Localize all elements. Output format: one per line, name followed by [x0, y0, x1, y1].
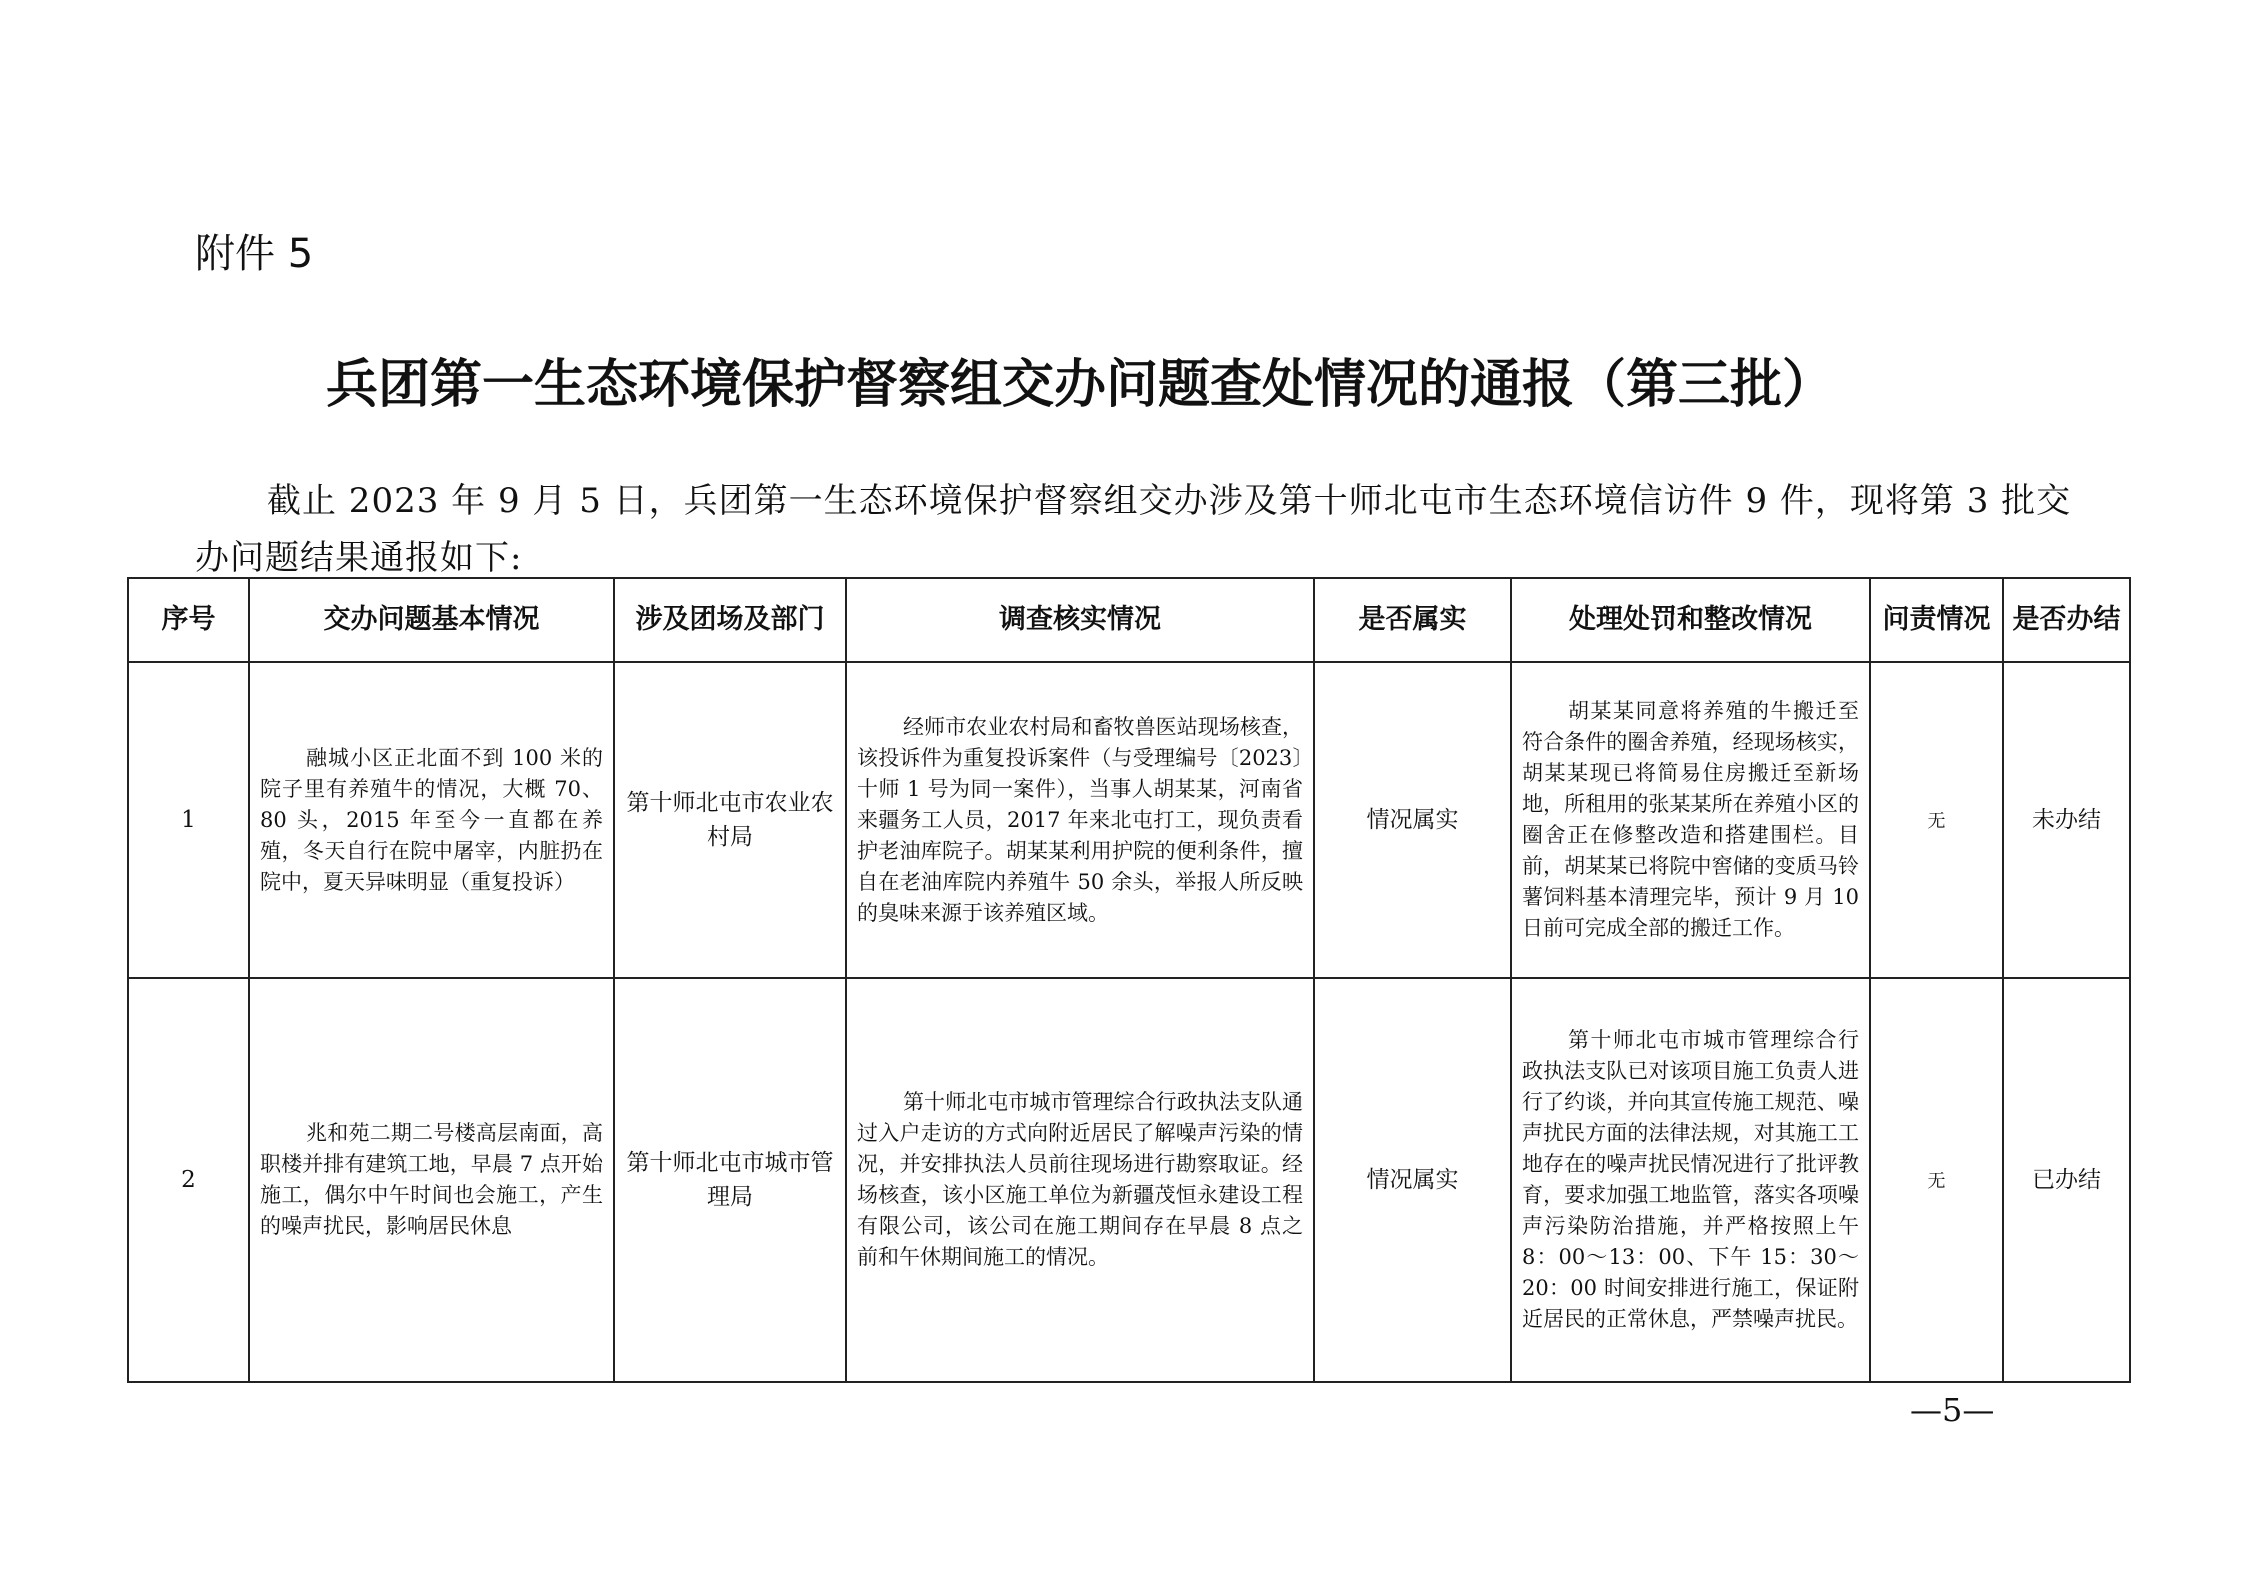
cell-issue: 兆和苑二期二号楼高层南面，高职楼并排有建筑工地，早晨 7 点开始施工，偶尔中午时间也会施工，产生的噪声扰民，影响居民休息	[249, 978, 614, 1382]
intro-paragraph: 截止 2023 年 9 月 5 日，兵团第一生态环境保护督察组交办涉及第十师北屯市生态环境信访件 9 件，现将第 3 批交办问题结果通报如下:	[195, 481, 2072, 578]
report-table	[127, 577, 2131, 1383]
header-verified: 是否属实	[1314, 578, 1511, 662]
cell-no: 1	[128, 662, 249, 978]
cell-department: 第十师北屯市城市管理局	[614, 978, 846, 1382]
cell-no: 2	[128, 978, 249, 1382]
table-header-row	[128, 578, 2130, 662]
document-title: 兵团第一生态环境保护督察组交办问题查处情况的通报（第三批）	[325, 355, 1834, 415]
cell-closed: 已办结	[2003, 978, 2130, 1382]
cell-accountability: 无	[1870, 978, 2003, 1382]
table-row	[128, 978, 2130, 1382]
attachment-label: 附件 5	[195, 231, 314, 277]
header-department: 涉及团场及部门	[614, 578, 846, 662]
table-row	[128, 662, 2130, 978]
header-issue: 交办问题基本情况	[249, 578, 614, 662]
cell-verified: 情况属实	[1314, 662, 1511, 978]
header-accountability: 问责情况	[1870, 578, 2003, 662]
header-handling: 处理处罚和整改情况	[1511, 578, 1870, 662]
header-closed: 是否办结	[2003, 578, 2130, 662]
cell-handling: 第十师北屯市城市管理综合行政执法支队已对该项目施工负责人进行了约谈，并向其宣传施工规范、噪声扰民方面的法律法规，对其施工工地存在的噪声扰民情况进行了批评教育，要求加强工地监管，落实各项噪声污染防治措施，并严格按照上午 8：00～13：00、下午 15：30～20：00 时间安排进行施工，保证附近居民的正常休息，严禁噪声扰民。	[1511, 978, 1870, 1382]
cell-investigation: 第十师北屯市城市管理综合行政执法支队通过入户走访的方式向附近居民了解噪声污染的情况，并安排执法人员前往现场进行勘察取证。经场核查，该小区施工单位为新疆茂恒永建设工程有限公司，该公司在施工期间存在早晨 8 点之前和午休期间施工的情况。	[846, 978, 1314, 1382]
cell-investigation: 经师市农业农村局和畜牧兽医站现场核查，该投诉件为重复投诉案件（与受理编号〔2023〕十师 1 号为同一案件），当事人胡某某，河南省来疆务工人员，2017 年来北屯打工，现负责看护老油库院子。胡某某利用护院的便利条件，擅自在老油库院内养殖牛 50 余头，举报人所反映的臭味来源于该养殖区域。	[846, 662, 1314, 978]
cell-handling: 胡某某同意将养殖的牛搬迁至符合条件的圈舍养殖，经现场核实，胡某某现已将简易住房搬迁至新场地，所租用的张某某所在养殖小区的圈舍正在修整改造和搭建围栏。目前，胡某某已将院中窖储的变质马铃薯饲料基本清理完毕，预计 9 月 10 日前可完成全部的搬迁工作。	[1511, 662, 1870, 978]
cell-closed: 未办结	[2003, 662, 2130, 978]
cell-issue: 融城小区正北面不到 100 米的院子里有养殖牛的情况，大概 70、80 头，2015 年至今一直都在养殖，冬天自行在院中屠宰，内脏扔在院中，夏天异味明显（重复投诉）	[249, 662, 614, 978]
header-no: 序号	[128, 578, 249, 662]
header-investigation: 调查核实情况	[846, 578, 1314, 662]
cell-accountability: 无	[1870, 662, 2003, 978]
cell-department: 第十师北屯市农业农村局	[614, 662, 846, 978]
page-number: —5—	[1910, 1391, 1995, 1429]
cell-verified: 情况属实	[1314, 978, 1511, 1382]
